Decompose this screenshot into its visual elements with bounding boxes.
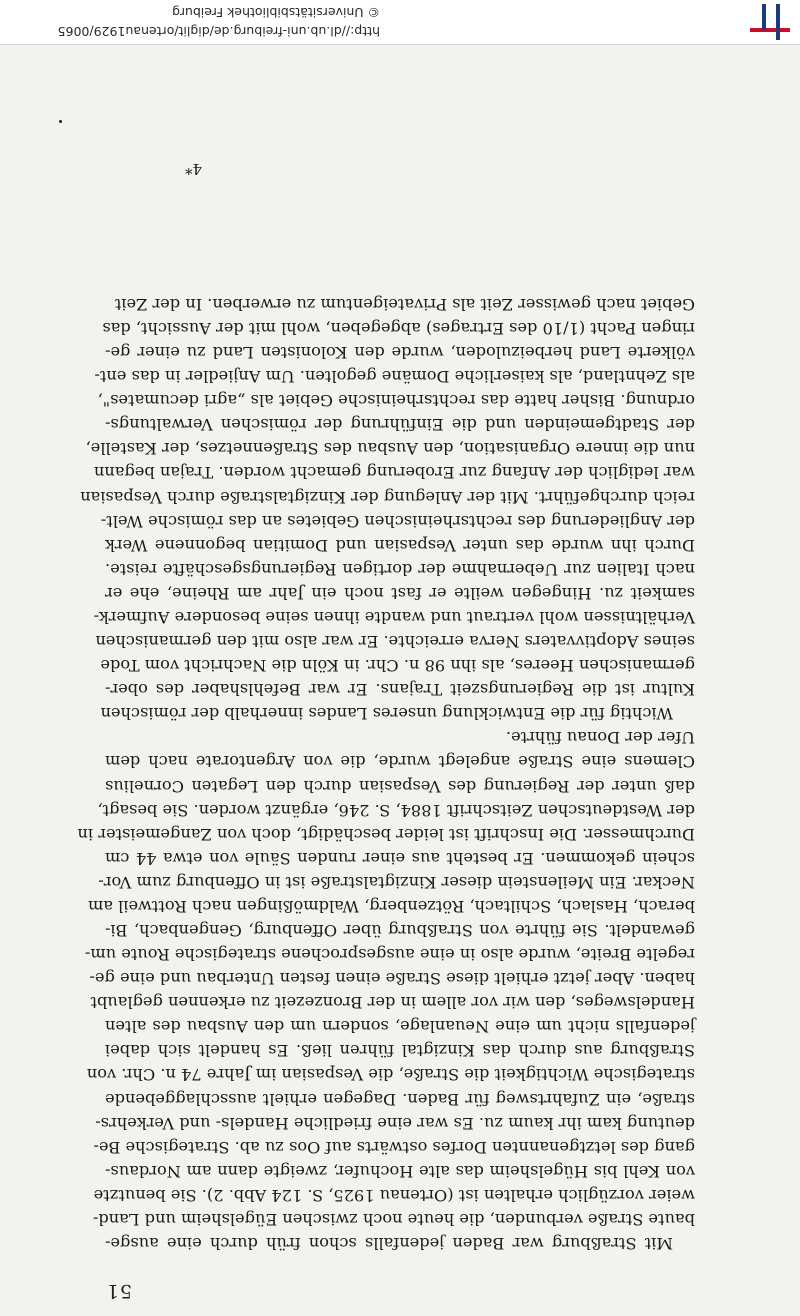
text-line: Clemens eine Straße angelegt wurde, die von Argentorate nach dem (105, 752, 695, 772)
text-line: Straßburg aus durch das Kinzigtal führen ließ. Es handelt sich dabei (105, 1041, 695, 1061)
text-line: Gebiet nach gewisser Zeit als Privateigentum zu erwerben. In der Zeit (114, 294, 695, 314)
paragraph (77, 725, 695, 1255)
text-line: ordnung. Bisher hatte das rechtsrheinische Gebiet als „agri decumates", (97, 391, 695, 411)
text-line: als Zehntland, als kaiserliche Domäne gegolten. Um Anjiedler in das ent- (94, 367, 695, 387)
text-line: baute Straße verbunden, die heute noch zwischen Eügelsheim und Land- (92, 1209, 695, 1229)
text-line: gang des letztgenannten Dorfes ostwärts auf Oos zu ab. Strategische Be- (93, 1137, 695, 1157)
text-line: weier vorzüglich erhalten ist (Ortenau 1925, S. 124 Abb. 2). Sie benutzte (93, 1185, 695, 1205)
text-line: gewandelt. Sie führte von Straßburg über Offenburg, Gengenbach, Bi- (105, 920, 695, 940)
page-number: 51 (105, 1280, 132, 1302)
scan-speck (59, 120, 62, 123)
text-line: strategische Wichtigkeit die Straße, die Vespasian im Jahre 74 n. Chr. von (86, 1065, 695, 1085)
text-line: Wichtig für die Entwicklung unseres Landes innerhalb der römischen (100, 704, 673, 724)
text-line: jedenfalls nicht um eine Neuanlage, sondern um den Ausbau des alten (105, 1017, 695, 1037)
text-line: völkerte Land herbeizuloden, wurde den Kolonisten Land zu einer ge- (105, 343, 695, 363)
text-line: Handelsweges, den wir vor allem in der Bronzezeit zu erkennen geglaubt (90, 993, 695, 1013)
text-line: der Angliederung des rechtsrheinischen Gebietes an das römische Welt- (100, 511, 695, 531)
text-line: Ufer der Donau führte. (505, 728, 695, 748)
text-line: ringen Pacht (1/10 des Ertrages) abgegeben, wohl mit der Aussicht, das (102, 319, 695, 339)
text-line: reich durchgeführt. Mit der Anlegung der Kinzigtalstraße durch Vespasian (80, 487, 695, 507)
text-line: nun die innere Organisation, den Ausbau des Straßennetzes, der Kastelle, (85, 439, 695, 459)
text-line: seines Adoptivvaters Nerva erreichte. Er war also mit den germanischen (95, 632, 695, 652)
paragraph (80, 292, 695, 725)
text-line: regelte Breite, wurde also in eine ausgesprochene strategische Route um- (84, 945, 695, 965)
text-line: der Westdeutschen Zeitschrift 1884, S. 246, ergänzt worden. Sie besagt, (97, 800, 695, 820)
text-line: berach, Haslach, Schiltach, Rötzenberg, Waldmößingen nach Rottweil am (87, 896, 695, 916)
text-line: nach Italien zur Uebernahme der dortigen Regierungsgeschäfte reiste. (105, 559, 695, 579)
ub-freiburg-logo-icon (750, 0, 790, 40)
signature-mark: 4* (184, 160, 202, 178)
text-line: germanischen Heeres, als ihn 98 n. Chr. in Köln die Nachricht vom Tode (100, 656, 695, 676)
text-line: straße, ein Zufahrtsweg für Baden. Dagegen erhielt ausschlaggebende (105, 1089, 695, 1109)
text-line: haben. Aber jetzt erhielt diese Straße einen festen Unterbau und eine ge- (89, 969, 695, 989)
text-line: der Stadtgemeinden und die Einführung der römischen Verwaltungs- (105, 415, 695, 435)
text-line: Durchmesser. Die Inschrift ist leider beschädigt, doch von Zangemeister in (77, 824, 695, 844)
body-text (77, 292, 695, 1255)
text-line: Neckar. Ein Meilenstein dieser Kinzigtalstraße ist in Offenburg zum Vor- (98, 872, 695, 892)
text-line: schein gekommen. Er besteht aus einer runden Säule von etwa 44 cm (105, 848, 695, 868)
copyright-notice: © Universitätsbibliothek Freiburg (172, 5, 380, 20)
text-line: Mit Straßburg war Baden jedenfalls schon früh durch eine ausge- (105, 1234, 673, 1253)
text-line: war lediglich der Anfang zur Eroberung gemacht worden. Trajan begann (93, 463, 695, 483)
text-line: Durch ihn wurde das unter Vespasian und Domitian begonnene Werk (105, 535, 695, 555)
text-line: Kultur ist die Regierungszeit Trajans. Er war Befehlshaber des ober- (105, 680, 695, 700)
text-line: deutung kam ihr kaum zu. Es war eine friedliche Handels- und Verkehrs- (95, 1113, 695, 1133)
source-url-link[interactable]: http://dl.ub.uni-freiburg.de/diglit/ortenau1929/0065 (57, 24, 380, 39)
text-line: samkeit zu. Hingegen weilte er fast noch ein Jahr am Rheine, ehe er (105, 583, 695, 603)
text-line: Verhältnissen wohl vertraut und wandte ihnen seine besondere Aufmerk- (93, 607, 695, 627)
text-line: daß unter der Regierung des Vespasian durch den Legaten Cornelius (105, 776, 695, 796)
text-line: von Kehl bis Hügelsheim das alte Hochufer, zweigte dann am Nordaus- (105, 1161, 695, 1181)
